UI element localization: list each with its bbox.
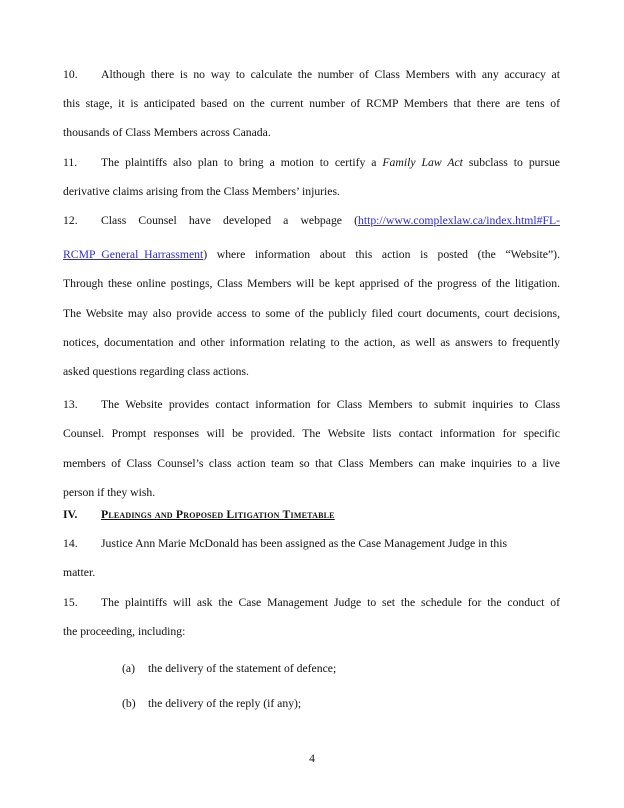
paragraph-text: derivative claims arising from the Class Members’ injuries. (63, 184, 340, 198)
paragraph-text: Although there is no way to calculate the number of Class Members with any accuracy at (101, 68, 560, 81)
text-line (63, 148, 560, 177)
section-number: IV. (63, 508, 78, 522)
text-line (63, 357, 560, 386)
text-line (63, 449, 560, 478)
website-link-part-2[interactable]: RCMP_General_Harrassment (63, 248, 204, 262)
paragraph-text: ) where information about this action is posted (the “Website”). (203, 248, 560, 262)
text-line (63, 419, 560, 448)
text-line (63, 206, 560, 235)
page-footer (0, 752, 624, 765)
text-line (63, 588, 560, 617)
paragraph-text: matter. (63, 566, 96, 580)
paragraph-text: notices, documentation and other information relating to the action, as well as answers to frequently (63, 335, 560, 349)
text-line (63, 299, 560, 328)
list-item (122, 654, 560, 683)
text-line (63, 328, 560, 357)
paragraph-text: Through these online postings, Class Members will be kept apprised of the progress of the litigation. (63, 277, 560, 291)
paragraph-text: the proceeding, including: (63, 624, 186, 638)
paragraph-text: The Website provides contact information for Class Members to submit inquiries to Class (101, 398, 560, 412)
text-line (63, 390, 560, 419)
paragraph-text: Counsel. Prompt responses will be provided. The Website lists contact information for specific (63, 427, 560, 441)
paragraph-text: The plaintiffs will ask the Case Management Judge to set the schedule for the conduct of (101, 595, 560, 609)
paragraph-number: 14. (63, 537, 78, 551)
text-line (63, 617, 560, 646)
text-line (63, 269, 560, 298)
text-line (63, 89, 560, 118)
paragraph-text: subclass to pursue (462, 155, 560, 169)
paragraph-text: Justice Ann Marie McDonald has been assigned as the Case Management Judge in this (101, 537, 508, 551)
text-line (63, 529, 560, 558)
paragraph-number: 15. (63, 595, 78, 609)
text-line (63, 60, 560, 89)
paragraph-text: members of Class Counsel’s class action team so that Class Members can make inquiries to a live (63, 456, 560, 470)
website-link-part-1[interactable]: http://www.complexlaw.ca/index.html#FL- (357, 214, 560, 228)
list-item-text: the delivery of the reply (if any); (148, 697, 302, 711)
section-heading-title: Pleadings and Proposed Litigation Timetable (101, 508, 335, 522)
text-line (63, 177, 560, 206)
list-item-text: the delivery of the statement of defence; (148, 662, 337, 676)
paragraph-number: 12. (63, 214, 78, 228)
section-heading (63, 500, 560, 529)
paragraph-number: 10. (63, 68, 78, 81)
paragraph-number: 13. (63, 398, 78, 412)
list-item (122, 689, 560, 718)
paragraph-text: thousands of Class Members across Canada. (63, 126, 271, 140)
paragraph-number: 11. (63, 155, 78, 169)
paragraph-text: The Website may also provide access to some of the publicly filed court documents, court decisions, (63, 306, 560, 320)
document-body (63, 60, 560, 718)
paragraph-text: The plaintiffs also plan to bring a motion to certify a (101, 155, 383, 169)
list-item-marker: (b) (122, 697, 136, 711)
text-line (63, 558, 560, 587)
statute-name-italic: Family Law Act (382, 155, 463, 169)
page-number: 4 (309, 752, 315, 765)
list-item-marker: (a) (122, 662, 135, 676)
paragraph-text: Class Counsel have developed a webpage ( (101, 214, 358, 228)
paragraph-text: this stage, it is anticipated based on the current number of RCMP Members that there are tens of (63, 97, 560, 111)
paragraph-text: person if they wish. (63, 485, 156, 499)
text-line (63, 240, 560, 269)
paragraph-text: asked questions regarding class actions. (63, 365, 249, 379)
text-line (63, 118, 560, 147)
